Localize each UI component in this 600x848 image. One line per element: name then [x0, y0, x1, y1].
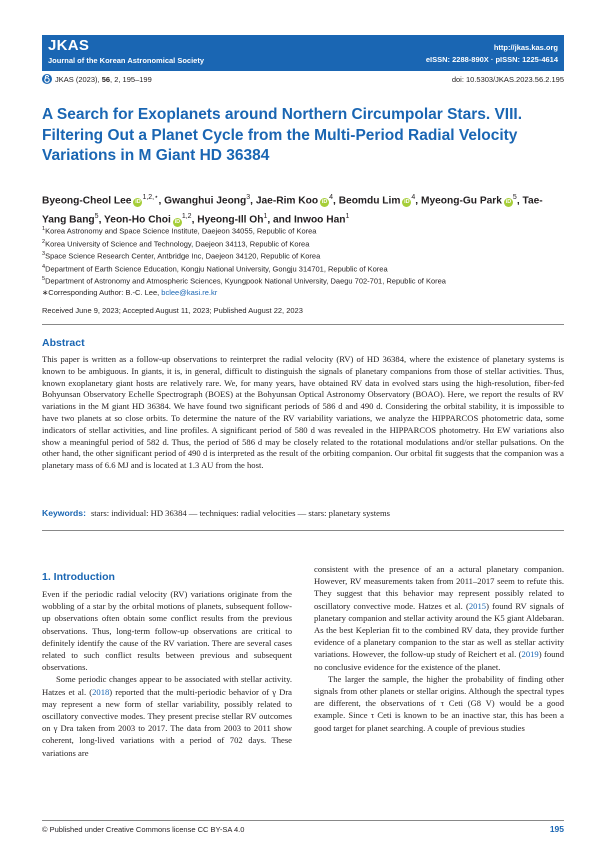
- affiliation: $^1$Korea Astronomy and Space Science Institute, Daejeon 34055, Republic of Korea: [42, 226, 317, 236]
- affiliation: $^3$Space Science Research Center, Antbridge Inc, Daejeon 34120, Republic of Korea: [42, 251, 321, 261]
- corresponding-email[interactable]: bclee@kasi.re.kr: [161, 287, 218, 297]
- orcid-icon[interactable]: iD: [404, 199, 410, 206]
- author: Inwoo Han: [293, 214, 346, 226]
- abstract-box: [42, 330, 564, 528]
- orcid-icon[interactable]: iD: [321, 199, 328, 206]
- right-column: [314, 563, 564, 734]
- author: Hyeong-Ill Oh: [197, 214, 264, 226]
- paragraph: The larger the sample, the higher the probability of finding other signals from other planets or stellar origins. Although the spectral types are different, the observations of τ Ceti (G8 V) would be a good example. Since τ Ceti is known to be an inactive star, this has been a good target for planet searching. A couple of previous studies: [314, 673, 564, 733]
- author-affiliation-mark: 5: [512, 194, 517, 201]
- journal-subtitle: Journal of the Korean Astronomical Society: [48, 56, 205, 65]
- abstract-text: This paper is written as a follow-up observations to reinterpret the radial velocity (RV) of HD 36384, where the existence of planetary systems is known to be ambiguous. In giants, it is, in general, difficult to distinguish the signals of planetary companions from those of stellar activities. Thus, known exoplanetary giant hosts are relatively rare. We, for many years, have obtained RV data in evolved stars using the high-resolution, fiber-fed Bohyunsan Observatory Echelle Spectrograph (BOES) at the Bohyunsan Optical Astronomy Observatory (BOAO). Here, we report the results of RV variations in the M giant HD 36384. We have found two significant periods of 586 d and 490 d. Considering the orbital stability, it is impossible to have two planets at so close orbits. To determine the nature of the RV variability variations, we analyze the HIPPARCOS photometric data, some indicators of stellar activities, and line profiles. A significant period of 580 d was revealed in the HIPPARCOS photometry. Hα EW variations also show a meaningful period of 582 d. Thus, the period of 586 d may be closely related to the rotational modulations and/or stellar pulsations. On the other hand, the other significant period of 490 d is interpreted as the result of the orbiting companion. Our orbital fit suggests that the companion was a planetary mass of 6.6 MJ and is located at 1.3 AU from the host.: [42, 354, 564, 471]
- paper-title: A Search for Exoplanets around Northern Circumpolar Stars. VIII. Filtering Out a Planet Cycle from the Multi-Period Radial Velocity Variations in M Giant HD 36384: [42, 106, 523, 164]
- page-number: 195: [549, 824, 564, 834]
- license-note: © Published under Creative Commons license CC BY-SA 4.0: [42, 825, 245, 834]
- journal-banner: [42, 35, 564, 71]
- author: Myeong-Gu Park: [420, 195, 502, 207]
- orcid-icon[interactable]: iD: [174, 218, 181, 225]
- citation-row: [42, 74, 564, 86]
- citation-link[interactable]: 2018: [92, 686, 110, 697]
- author-affiliation-mark: 1: [345, 213, 350, 221]
- journal-url[interactable]: http://jkas.kas.org: [493, 43, 558, 52]
- corresponding-author: ∗Corresponding Author: B.-C. Lee, bclee@kasi.re.kr: [42, 287, 218, 297]
- author-list: Byeong-Cheol Lee $iD^{1,2,⋆}$, Gwanghui Jeong$^3$, Jae-Rim Koo $iD^4$, Beomdu Lim $iD^4$, Myeong-Gu Park $iD^5$, Tae-Yang Bang$^5$, Yeon-Ho Choi iD$^{1,2}$, Hyeong-Ill Oh$^1$, and Inwoo Han$^1$: [42, 194, 543, 226]
- abstract-heading: Abstract: [42, 337, 85, 349]
- author: Tae-Yang Bang: [42, 195, 543, 226]
- divider: [42, 324, 564, 325]
- left-column: [42, 588, 292, 759]
- orcid-icon[interactable]: iD: [505, 199, 512, 206]
- author: Gwanghui Jeong: [164, 195, 247, 207]
- divider: [42, 530, 564, 531]
- citation-volume: 56: [101, 75, 111, 84]
- doi[interactable]: doi: 10.5303/JKAS.2023.56.2.195: [451, 75, 564, 84]
- divider: [42, 820, 564, 821]
- affiliation: $^4$Department of Earth Science Education, Kongju National University, Gongju 314701, Republic of Korea: [42, 263, 388, 273]
- author: Yeon-Ho Choi: [104, 214, 171, 226]
- citation-reference: JKAS (2023), 56, 2, 195–199: [55, 75, 152, 84]
- author: Jae-Rim Koo: [255, 195, 319, 207]
- author-affiliation-mark: 4: [411, 194, 416, 201]
- affiliation: $^2$Korea University of Science and Technology, Daejeon 34113, Republic of Korea: [42, 238, 310, 248]
- affiliation: $^5$Department of Astronomy and Atmospheric Sciences, Kyungpook National University, Daegu 702-701, Republic of Korea: [42, 276, 446, 286]
- keywords: [42, 508, 564, 518]
- keywords-label: Keywords:: [42, 508, 86, 518]
- journal-name: JKAS: [48, 37, 90, 54]
- author: Beomdu Lim: [338, 195, 401, 207]
- affiliations: [42, 224, 564, 298]
- open-access-icon: [42, 74, 52, 84]
- author-affiliation-mark: 1: [263, 213, 268, 221]
- orcid-icon[interactable]: iD: [135, 199, 141, 206]
- author-affiliation-mark: 3: [246, 194, 251, 201]
- section-heading: 1. Introduction: [42, 571, 115, 583]
- paragraph: consistent with the presence of an a actural planetary companion. However, RV measurements taken from 2011–2017 seem to refute this. They suggest that this behavior may represent possibly related to oscillatory convective mode. Hatzes et al. (2015) found RV signals of planetary companion and stellar activity around the K5 giant Aldebaran. As the best Keplerian fit to the combined RV data, they provide further evidence of a planetary companion to the star as well as stellar activity variations. However, the follow-up study of Reichert et al. (2019) found no conclusive evidence for the existence of the planet.: [314, 564, 565, 672]
- citation-link[interactable]: 2015: [468, 600, 487, 611]
- author-affiliation-mark: 1,2,⋆: [142, 194, 159, 201]
- received-dates: Received June 9, 2023; Accepted August 11, 2023; Published August 22, 2023: [42, 306, 303, 315]
- journal-issn: eISSN: 2288-890X · pISSN: 1225-4614: [425, 55, 558, 64]
- author-affiliation-mark: 4: [329, 194, 334, 201]
- paragraph: Some periodic changes appear to be associated with stellar activity. Hatzes et al. (2018) reported that the multi-periodic behavior of γ Dra may represent a new form of stellar variability, possibly related to oscillatory convective modes. They present precise stellar RV outcomes on γ Dra taken from 2003 to 2017. The data from 2003 to 2011 show coherent, long-lived variations with a period of 702 days. These variations are: [42, 674, 292, 758]
- author-affiliation-mark: 5: [94, 213, 99, 221]
- author: Byeong-Cheol Lee: [42, 195, 132, 207]
- keywords-text: stars: individual: HD 36384 — techniques: radial velocities — stars: planetary systems: [90, 508, 390, 518]
- citation-link[interactable]: 2019: [521, 649, 539, 660]
- author-affiliation-mark: 1,2: [181, 213, 192, 221]
- paragraph: Even if the periodic radial velocity (RV) variations originate from the wobbling of a star by the orbital motions of planets, subsequent follow-up observations often obtain some conflict results from the previous observations. Thus, long-term follow-up observations are critical to definitely identify the cause of the RV variation. There are several cases related to such conflict results between previous and subsequent observations.: [42, 589, 292, 673]
